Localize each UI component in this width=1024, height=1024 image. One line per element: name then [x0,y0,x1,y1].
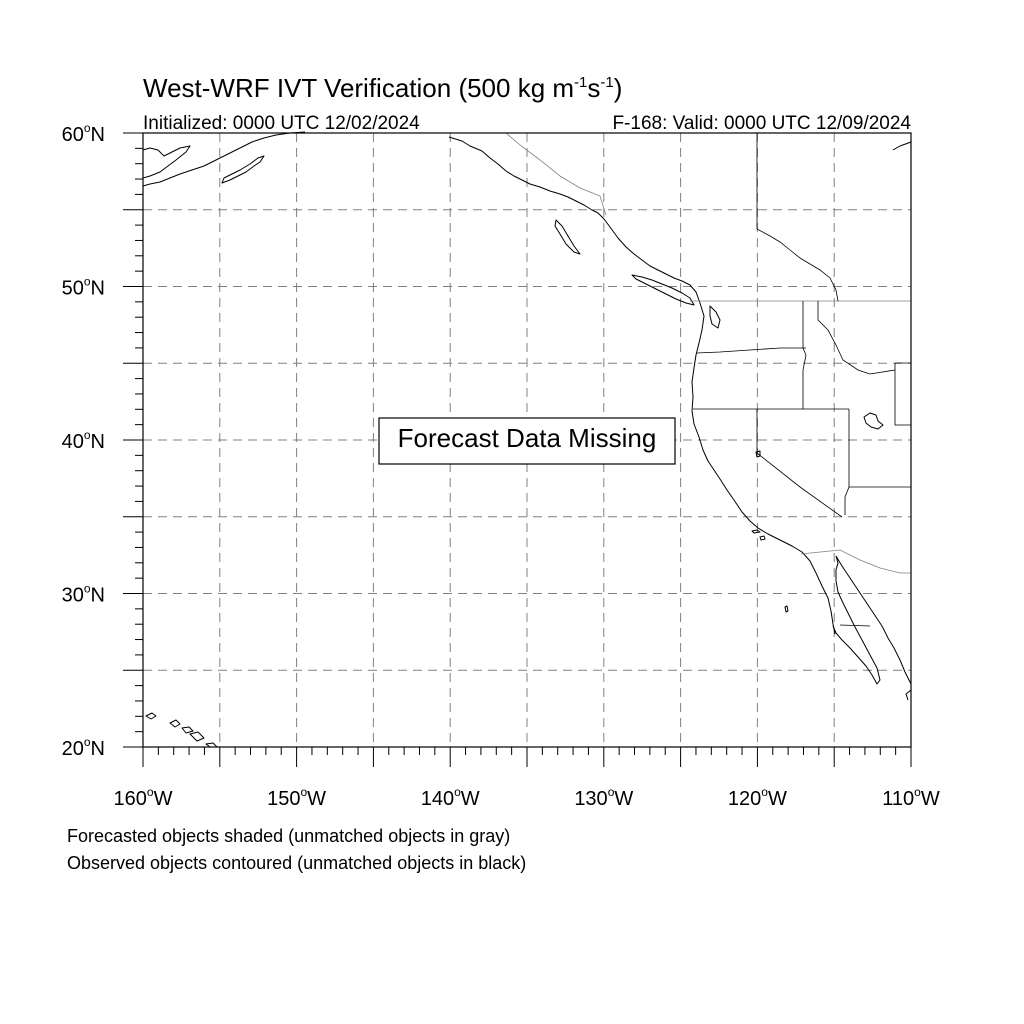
political-boundaries [506,133,911,626]
border-wa-or [697,348,806,353]
lat-tick-label: 30$^o$N [61,581,105,607]
map-title: West-WRF IVT Verification (500 kg $m^{-1}s^{-1}$) [143,73,623,103]
border-bc-alberta [757,229,838,301]
coastline-kodiak [222,156,264,183]
coastline-mexico-mainland [836,556,911,684]
island-guadalupe [785,606,788,612]
lat-tick-label: 40$^o$N [61,428,105,453]
island-channel-2 [760,536,765,540]
coastline-mexico-south [906,690,911,700]
island-channel-1 [752,530,760,533]
lon-tick-label: 110$^o$W [882,785,940,810]
coastline-top-right [893,142,911,150]
border-alaska-bc [506,133,606,215]
lon-tick-label: 160$^o$W [113,785,173,810]
latitude-labels [62,121,105,760]
lat-tick-label: 20$^o$N [61,735,105,760]
longitude-labels [114,785,940,810]
great-salt-lake [864,413,883,429]
border-nv-ut [845,409,849,515]
forecast-missing-label: Forecast Data Missing [397,423,657,453]
border-wy [895,363,911,425]
island-hawaii-4 [190,732,204,741]
island-hawaii-1 [146,713,156,719]
island-hawaii-2 [170,720,180,727]
valid-time-label: F-168: Valid: 0000 UTC 12/09/2024 [612,113,911,134]
lon-tick-label: 130$^o$W [574,785,634,810]
island-hawaii-3 [182,727,193,733]
border-us-mexico [801,550,911,573]
legend-note-observed: Observed objects contoured (unmatched objects in black) [67,853,527,873]
border-ca-nv [757,409,842,517]
legend-note-forecast: Forecasted objects shaded (unmatched objects in gray) [67,826,511,846]
island-vancouver [632,275,694,305]
border-wa-id [803,301,806,409]
coastline-baja [833,556,880,684]
lon-tick-label: 150$^o$W [267,785,327,810]
lat-tick-label: 60$^o$N [61,121,105,146]
initialized-time-label: Initialized: 0000 UTC 12/02/2024 [143,113,420,134]
lat-tick-label: 50$^o$N [61,274,105,300]
forecast-missing-box [379,418,675,464]
lon-tick-label: 120$^o$W [727,785,787,810]
coastline-alaska-bc [449,137,835,634]
island-puget [710,306,720,328]
border-baja-states [840,625,870,626]
island-haida-gwaii [555,220,580,254]
lon-tick-label: 140$^o$W [420,785,480,810]
